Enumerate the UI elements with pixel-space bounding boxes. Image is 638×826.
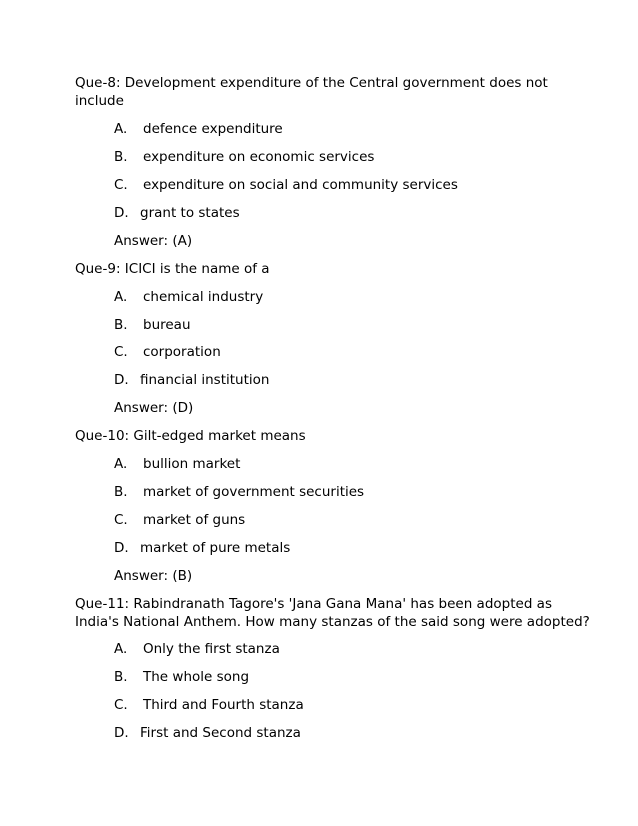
- question-11-option-b-letter: B.: [114, 669, 128, 685]
- question-8-option-a-letter: A.: [114, 121, 128, 137]
- question-9-option-c-text: corporation: [143, 344, 221, 360]
- question-8-option-b-text: expenditure on economic services: [143, 149, 375, 165]
- question-9-option-b-text: bureau: [143, 317, 191, 333]
- question-11-option-b-text: The whole song: [143, 669, 250, 685]
- question-8-option-c-letter: C.: [114, 177, 128, 193]
- question-8-text-line-1: Que-8: Development expenditure of the Central government does not: [75, 75, 548, 91]
- question-10-option-c-letter: C.: [114, 512, 128, 528]
- question-11-option-c-text: Third and Fourth stanza: [143, 697, 304, 713]
- question-11-option-d-letter: D.: [114, 725, 129, 741]
- question-9-option-a-letter: A.: [114, 289, 128, 305]
- question-11-text-line-2: India's National Anthem. How many stanzas of the said song were adopted?: [75, 614, 590, 630]
- question-8-option-a-text: defence expenditure: [143, 121, 283, 137]
- question-10-option-c-text: market of guns: [143, 512, 246, 528]
- question-9-option-b-letter: B.: [114, 317, 128, 333]
- question-9-option-c-letter: C.: [114, 344, 128, 360]
- question-8-answer: Answer: (A): [114, 233, 193, 249]
- question-9-option-a-text: chemical industry: [143, 289, 264, 305]
- question-9-text-line-1: Que-9: ICICI is the name of a: [75, 261, 270, 277]
- question-11-option-c-letter: C.: [114, 697, 128, 713]
- question-10-answer: Answer: (B): [114, 568, 193, 584]
- question-8-option-c-text: expenditure on social and community services: [143, 177, 458, 193]
- question-10-option-b-text: market of government securities: [143, 484, 365, 500]
- question-8-option-d-letter: D.: [114, 205, 129, 221]
- question-8-option-b-letter: B.: [114, 149, 128, 165]
- question-10-option-d-text: market of pure metals: [140, 540, 291, 556]
- question-8-text-line-2: include: [75, 93, 124, 109]
- question-10-option-a-letter: A.: [114, 456, 128, 472]
- question-10-option-d-letter: D.: [114, 540, 129, 556]
- question-11-option-a-text: Only the first stanza: [143, 641, 280, 657]
- question-8-option-d-text: grant to states: [140, 205, 240, 221]
- question-11-option-d-text: First and Second stanza: [140, 725, 301, 741]
- question-10-option-b-letter: B.: [114, 484, 128, 500]
- question-11-text-line-1: Que-11: Rabindranath Tagore's 'Jana Gana Mana' has been adopted as: [75, 596, 552, 612]
- question-11-option-a-letter: A.: [114, 641, 128, 657]
- question-9-option-d-text: financial institution: [140, 372, 270, 388]
- question-10-text-line-1: Que-10: Gilt-edged market means: [75, 428, 306, 444]
- question-9-option-d-letter: D.: [114, 372, 129, 388]
- question-10-option-a-text: bullion market: [143, 456, 241, 472]
- question-9-answer: Answer: (D): [114, 400, 194, 416]
